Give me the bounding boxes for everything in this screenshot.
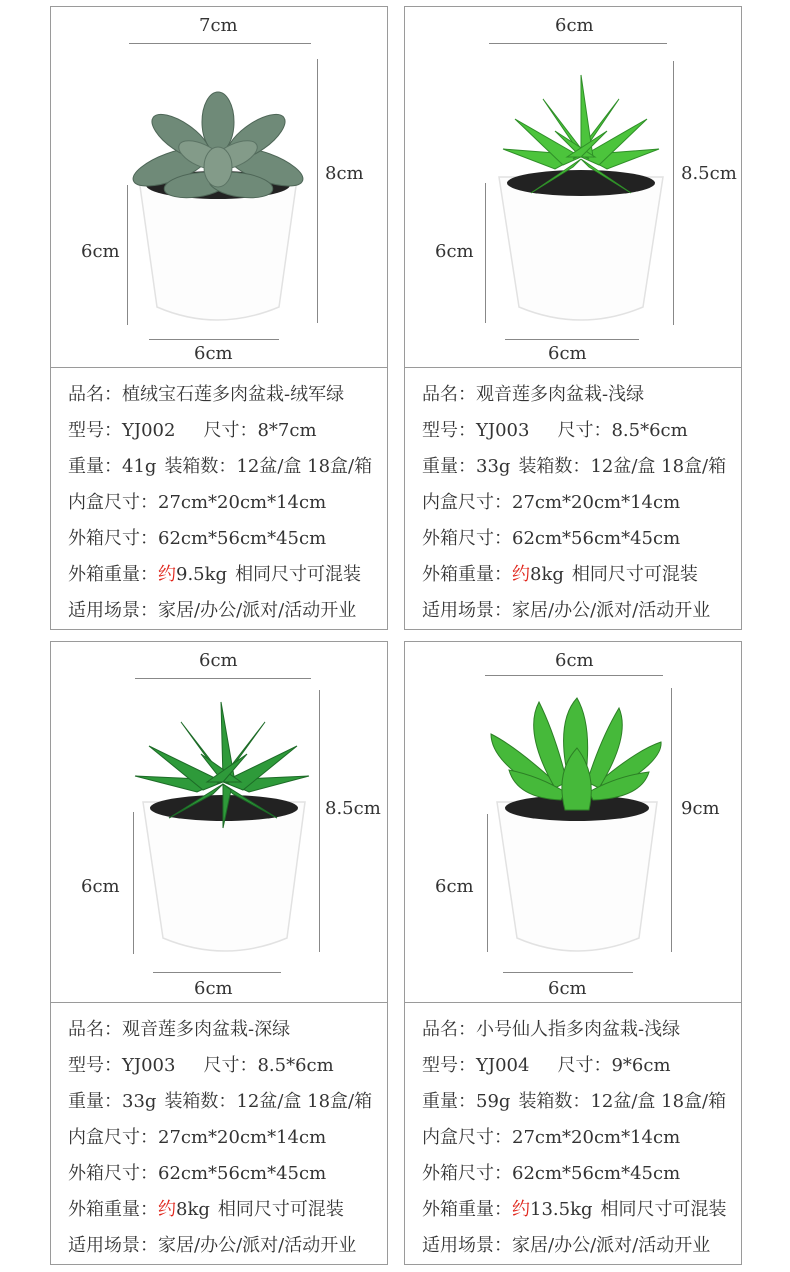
pack-value: 12盆/盒 18盒/箱 bbox=[590, 456, 727, 477]
pack-value: 12盆/盒 18盒/箱 bbox=[236, 1091, 373, 1112]
outer-weight-label: 外箱重量： bbox=[68, 1199, 158, 1220]
weight-value: 41g bbox=[122, 456, 157, 477]
pack-label: 装箱数： bbox=[164, 456, 237, 477]
scene-row bbox=[422, 1228, 735, 1264]
product-photo bbox=[405, 7, 741, 367]
weight-row bbox=[68, 1084, 381, 1120]
outer-weight-row bbox=[422, 1192, 735, 1228]
mix-note: 相同尺寸可混装 bbox=[217, 1199, 344, 1220]
scene-label: 适用场景： bbox=[68, 600, 158, 621]
product-card-2 bbox=[404, 6, 742, 630]
divider bbox=[405, 1002, 741, 1003]
inner-box-label: 内盒尺寸： bbox=[68, 492, 158, 513]
approx-mark: 约 bbox=[512, 564, 530, 585]
product-photo bbox=[405, 642, 741, 1002]
inner-box-row bbox=[422, 485, 735, 521]
outer-weight-value: 8kg bbox=[176, 1199, 210, 1220]
height-label: 8cm bbox=[325, 163, 364, 184]
outer-box-label: 外箱尺寸： bbox=[68, 1163, 158, 1184]
model-row bbox=[422, 413, 735, 449]
inner-box-row bbox=[68, 1120, 381, 1156]
name-row bbox=[68, 377, 381, 413]
divider bbox=[51, 367, 387, 368]
outer-weight-row bbox=[422, 557, 735, 593]
product-info bbox=[68, 1012, 381, 1264]
weight-label: 重量： bbox=[422, 456, 476, 477]
name-value: 观音莲多肉盆栽-深绿 bbox=[122, 1019, 291, 1040]
succulent-pot-icon bbox=[405, 7, 743, 367]
height-label: 8.5cm bbox=[325, 798, 381, 819]
name-label: 品名： bbox=[68, 384, 122, 405]
outer-weight-value: 13.5kg bbox=[530, 1199, 593, 1220]
outer-box-label: 外箱尺寸： bbox=[68, 528, 158, 549]
name-row bbox=[68, 1012, 381, 1048]
size-value: 8*7cm bbox=[257, 420, 317, 441]
pack-label: 装箱数： bbox=[518, 1091, 591, 1112]
name-row bbox=[422, 1012, 735, 1048]
outer-weight-label: 外箱重量： bbox=[422, 1199, 512, 1220]
weight-row bbox=[422, 449, 735, 485]
outer-weight-row bbox=[68, 1192, 381, 1228]
weight-value: 33g bbox=[122, 1091, 157, 1112]
pot-height-label: 6cm bbox=[81, 241, 120, 262]
weight-value: 59g bbox=[476, 1091, 511, 1112]
base-label: 6cm bbox=[548, 343, 587, 364]
weight-label: 重量： bbox=[68, 1091, 122, 1112]
outer-box-value: 62cm*56cm*45cm bbox=[512, 1163, 681, 1184]
width-label: 6cm bbox=[555, 650, 594, 671]
size-label: 尺寸： bbox=[203, 420, 258, 441]
scene-row bbox=[422, 593, 735, 629]
outer-weight-value: 8kg bbox=[530, 564, 564, 585]
name-row bbox=[422, 377, 735, 413]
pot-height-label: 6cm bbox=[435, 241, 474, 262]
product-card-4 bbox=[404, 641, 742, 1265]
outer-weight-label: 外箱重量： bbox=[68, 564, 158, 585]
model-label: 型号： bbox=[422, 420, 476, 441]
outer-box-value: 62cm*56cm*45cm bbox=[158, 1163, 327, 1184]
outer-box-row bbox=[422, 1156, 735, 1192]
width-label: 7cm bbox=[199, 15, 238, 36]
size-label: 尺寸： bbox=[203, 1055, 258, 1076]
outer-box-label: 外箱尺寸： bbox=[422, 1163, 512, 1184]
weight-row bbox=[422, 1084, 735, 1120]
inner-box-label: 内盒尺寸： bbox=[422, 492, 512, 513]
succulent-pot-icon bbox=[51, 642, 389, 1002]
scene-label: 适用场景： bbox=[422, 1235, 512, 1256]
model-value: YJ003 bbox=[122, 1055, 176, 1076]
divider bbox=[405, 367, 741, 368]
height-label: 9cm bbox=[681, 798, 720, 819]
product-info bbox=[422, 377, 735, 629]
pot-height-label: 6cm bbox=[81, 876, 120, 897]
outer-weight-value: 9.5kg bbox=[176, 564, 228, 585]
width-label: 6cm bbox=[199, 650, 238, 671]
model-label: 型号： bbox=[422, 1055, 476, 1076]
pack-label: 装箱数： bbox=[164, 1091, 237, 1112]
divider bbox=[51, 1002, 387, 1003]
inner-box-value: 27cm*20cm*14cm bbox=[512, 492, 681, 513]
inner-box-label: 内盒尺寸： bbox=[68, 1127, 158, 1148]
scene-label: 适用场景： bbox=[68, 1235, 158, 1256]
model-row bbox=[68, 1048, 381, 1084]
mix-note: 相同尺寸可混装 bbox=[600, 1199, 727, 1220]
base-label: 6cm bbox=[194, 343, 233, 364]
product-info bbox=[68, 377, 381, 629]
approx-mark: 约 bbox=[512, 1199, 530, 1220]
size-value: 8.5*6cm bbox=[611, 420, 688, 441]
succulent-pot-icon bbox=[405, 642, 743, 1002]
pack-value: 12盆/盒 18盒/箱 bbox=[590, 1091, 727, 1112]
pack-label: 装箱数： bbox=[518, 456, 591, 477]
size-label: 尺寸： bbox=[557, 1055, 612, 1076]
scene-row bbox=[68, 593, 381, 629]
pot-height-label: 6cm bbox=[435, 876, 474, 897]
outer-box-row bbox=[68, 521, 381, 557]
base-label: 6cm bbox=[548, 978, 587, 999]
pack-value: 12盆/盒 18盒/箱 bbox=[236, 456, 373, 477]
inner-box-label: 内盒尺寸： bbox=[422, 1127, 512, 1148]
height-label: 8.5cm bbox=[681, 163, 737, 184]
size-value: 8.5*6cm bbox=[257, 1055, 334, 1076]
model-value: YJ004 bbox=[476, 1055, 530, 1076]
outer-box-row bbox=[422, 521, 735, 557]
model-label: 型号： bbox=[68, 1055, 122, 1076]
model-row bbox=[68, 413, 381, 449]
base-label: 6cm bbox=[194, 978, 233, 999]
outer-box-label: 外箱尺寸： bbox=[422, 528, 512, 549]
model-value: YJ003 bbox=[476, 420, 530, 441]
product-info bbox=[422, 1012, 735, 1264]
weight-row bbox=[68, 449, 381, 485]
approx-mark: 约 bbox=[158, 1199, 176, 1220]
name-label: 品名： bbox=[422, 1019, 476, 1040]
name-label: 品名： bbox=[422, 384, 476, 405]
inner-box-value: 27cm*20cm*14cm bbox=[158, 492, 327, 513]
scene-value: 家居/办公/派对/活动开业 bbox=[158, 600, 357, 621]
inner-box-row bbox=[68, 485, 381, 521]
model-label: 型号： bbox=[68, 420, 122, 441]
scene-value: 家居/办公/派对/活动开业 bbox=[158, 1235, 357, 1256]
model-value: YJ002 bbox=[122, 420, 176, 441]
mix-note: 相同尺寸可混装 bbox=[235, 564, 362, 585]
outer-box-row bbox=[68, 1156, 381, 1192]
scene-row bbox=[68, 1228, 381, 1264]
weight-value: 33g bbox=[476, 456, 511, 477]
inner-box-row bbox=[422, 1120, 735, 1156]
outer-weight-row bbox=[68, 557, 381, 593]
scene-value: 家居/办公/派对/活动开业 bbox=[512, 1235, 711, 1256]
product-photo bbox=[51, 7, 387, 367]
size-value: 9*6cm bbox=[611, 1055, 671, 1076]
product-card-1 bbox=[50, 6, 388, 630]
outer-box-value: 62cm*56cm*45cm bbox=[158, 528, 327, 549]
size-label: 尺寸： bbox=[557, 420, 612, 441]
outer-weight-label: 外箱重量： bbox=[422, 564, 512, 585]
width-label: 6cm bbox=[555, 15, 594, 36]
name-value: 植绒宝石莲多肉盆栽-绒军绿 bbox=[122, 384, 345, 405]
mix-note: 相同尺寸可混装 bbox=[571, 564, 698, 585]
name-value: 小号仙人指多肉盆栽-浅绿 bbox=[476, 1019, 681, 1040]
approx-mark: 约 bbox=[158, 564, 176, 585]
weight-label: 重量： bbox=[68, 456, 122, 477]
product-card-3 bbox=[50, 641, 388, 1265]
inner-box-value: 27cm*20cm*14cm bbox=[512, 1127, 681, 1148]
product-photo bbox=[51, 642, 387, 1002]
inner-box-value: 27cm*20cm*14cm bbox=[158, 1127, 327, 1148]
succulent-pot-icon bbox=[51, 7, 389, 367]
model-row bbox=[422, 1048, 735, 1084]
scene-label: 适用场景： bbox=[422, 600, 512, 621]
scene-value: 家居/办公/派对/活动开业 bbox=[512, 600, 711, 621]
outer-box-value: 62cm*56cm*45cm bbox=[512, 528, 681, 549]
name-value: 观音莲多肉盆栽-浅绿 bbox=[476, 384, 645, 405]
weight-label: 重量： bbox=[422, 1091, 476, 1112]
name-label: 品名： bbox=[68, 1019, 122, 1040]
